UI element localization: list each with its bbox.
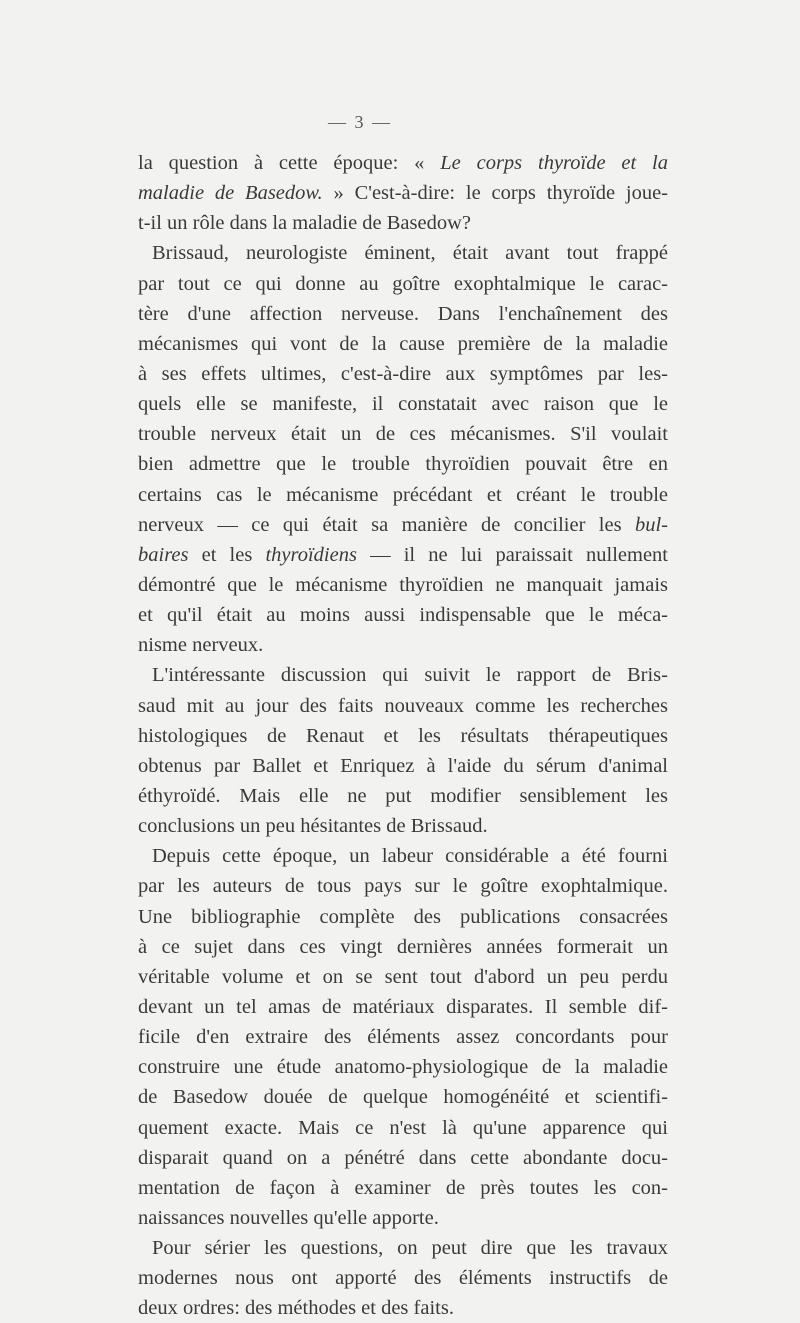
text-line	[138, 480, 668, 510]
text-segment: construire une étude anatomo-physiologique de la maladie	[138, 1056, 668, 1079]
text-line	[138, 962, 668, 992]
text-line	[138, 811, 668, 841]
text-segment: quels elle se manifeste, il constatait avec raison que le	[138, 393, 668, 416]
text-segment: saud mit au jour des faits nouveaux comme les recherches	[138, 694, 668, 717]
text-segment: de Basedow douée de quelque homogénéité et scientifi-	[138, 1086, 668, 1109]
text-line	[138, 841, 668, 871]
text-segment: trouble nerveux était un de ces mécanismes. S'il voulait	[138, 423, 668, 446]
text-line	[138, 449, 668, 479]
text-segment: » C'est-à-dire: le corps thyroïde joue-	[322, 182, 668, 205]
text-line	[138, 1052, 668, 1082]
italic-text-segment: maladie de Basedow.	[138, 182, 323, 205]
text-line	[138, 238, 668, 268]
text-segment: L'intéressante discussion qui suivit le rapport de Bris-	[152, 664, 668, 687]
text-line	[138, 1113, 668, 1143]
text-segment: nerveux — ce qui était sa manière de concilier les	[138, 513, 635, 536]
text-segment: histologiques de Renaut et les résultats thérapeutiques	[138, 724, 668, 747]
italic-text-segment: Le corps thyroïde et la	[440, 152, 668, 174]
text-line	[138, 269, 668, 299]
text-segment: disparait quand on a pénétré dans cette abondante docu-	[138, 1146, 668, 1169]
text-line	[138, 871, 668, 901]
text-line	[138, 1143, 668, 1173]
text-segment: devant un tel amas de matériaux disparates. Il semble dif-	[138, 995, 668, 1018]
text-segment: la question à cette époque: «	[138, 152, 441, 174]
text-segment: Pour sérier les questions, on peut dire que les travaux	[152, 1237, 668, 1260]
text-line	[138, 1173, 668, 1203]
text-segment: conclusions un peu hésitantes de Brissaud.	[138, 815, 488, 838]
text-line	[138, 721, 668, 751]
text-segment: nisme nerveux.	[138, 634, 264, 657]
text-line	[138, 751, 668, 781]
text-segment: mécanismes qui vont de la cause première de la maladie	[138, 332, 668, 355]
text-segment: à ce sujet dans ces vingt dernières années formerait un	[138, 935, 668, 958]
text-segment: et les	[188, 543, 266, 566]
page-number: — 3 —	[328, 112, 392, 132]
text-segment: t-il un rôle dans la maladie de Basedow?	[138, 212, 472, 235]
text-segment: démontré que le mécanisme thyroïdien ne manquait jamais	[138, 573, 668, 596]
text-line	[138, 781, 668, 811]
text-line	[138, 389, 668, 419]
text-segment: et qu'il était au moins aussi indispensable que le méca-	[138, 604, 668, 627]
text-line	[138, 600, 668, 630]
italic-text-segment: bul-	[634, 513, 668, 536]
text-segment: quement exacte. Mais ce n'est là qu'une apparence qui	[138, 1116, 668, 1139]
text-line	[138, 329, 668, 359]
text-segment: bien admettre que le trouble thyroïdien pouvait être en	[138, 453, 668, 476]
italic-text-segment: baires	[138, 543, 189, 566]
text-segment: véritable volume et on se sent tout d'abord un peu perdu	[138, 965, 668, 988]
text-line	[138, 148, 668, 178]
text-line	[138, 359, 668, 389]
text-line	[138, 540, 668, 570]
text-segment: Une bibliographie complète des publications consacrées	[138, 905, 668, 928]
text-line	[138, 299, 668, 329]
text-line	[138, 1082, 668, 1112]
text-line	[138, 1022, 668, 1052]
text-line	[138, 570, 668, 600]
text-line	[138, 1233, 668, 1263]
text-line	[138, 932, 668, 962]
text-segment: deux ordres: des méthodes et des faits.	[138, 1297, 454, 1320]
body-text	[138, 148, 668, 1323]
text-segment: — il ne lui paraissait nullement	[356, 543, 668, 566]
text-segment: éthyroïdé. Mais elle ne put modifier sensiblement les	[138, 784, 668, 807]
text-segment: Brissaud, neurologiste éminent, était avant tout frappé	[152, 242, 668, 265]
text-line	[138, 419, 668, 449]
text-segment: mentation de façon à examiner de près toutes les con-	[138, 1176, 668, 1199]
text-line	[138, 178, 668, 208]
text-line	[138, 630, 668, 660]
text-line	[138, 902, 668, 932]
text-line	[138, 1203, 668, 1233]
text-line	[138, 510, 668, 540]
text-line	[138, 1263, 668, 1293]
text-segment: à ses effets ultimes, c'est-à-dire aux symptômes par les-	[138, 362, 668, 385]
text-line	[138, 660, 668, 690]
text-segment: tère d'une affection nerveuse. Dans l'enchaînement des	[138, 302, 668, 325]
text-line	[138, 992, 668, 1022]
text-segment: certains cas le mécanisme précédant et créant le trouble	[138, 483, 668, 506]
text-segment: par les auteurs de tous pays sur le goître exophtalmique.	[138, 875, 668, 898]
text-line	[138, 208, 668, 238]
text-segment: par tout ce qui donne au goître exophtalmique le carac-	[138, 272, 668, 295]
italic-text-segment: thyroïdiens	[265, 543, 357, 566]
text-segment: ficile d'en extraire des éléments assez concordants pour	[138, 1026, 668, 1049]
text-segment: modernes nous ont apporté des éléments instructifs de	[138, 1267, 668, 1290]
text-line	[138, 1293, 668, 1323]
text-segment: obtenus par Ballet et Enriquez à l'aide du sérum d'animal	[138, 754, 668, 777]
text-segment: Depuis cette époque, un labeur considérable a été fourni	[152, 845, 668, 868]
text-line	[138, 691, 668, 721]
text-segment: naissances nouvelles qu'elle apporte.	[138, 1206, 439, 1229]
